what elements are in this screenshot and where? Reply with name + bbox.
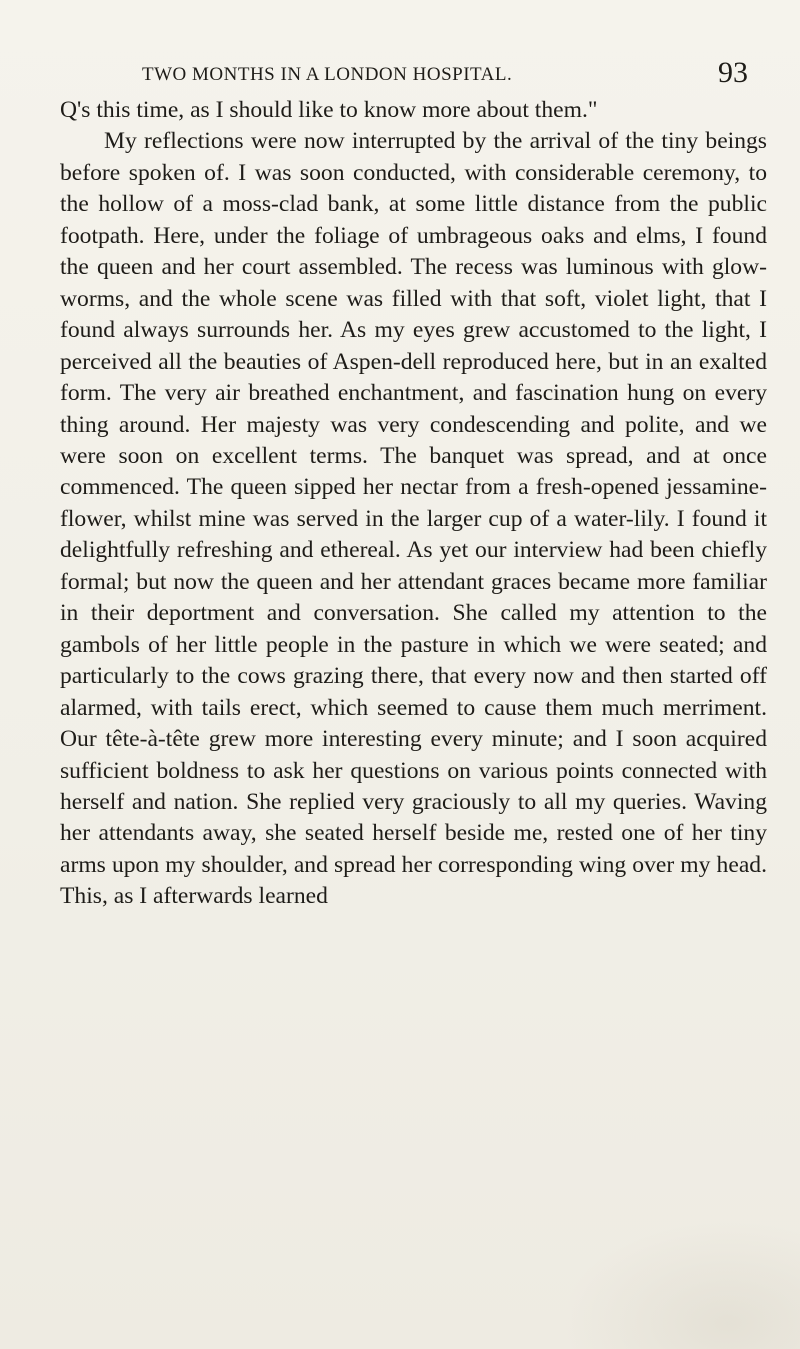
paragraph-continuation: Q's this time, as I should like to know more about them." [60,97,598,123]
paragraph-reflections: My reflections were now interrupted by the arrival of the tiny beings before spoken of. I was soon conducted, with considerable ceremony, to the hollow of a moss-clad bank, at some little distance from the public footpath. Here, under the foliage of umbrageous oaks and elms, I found the queen and her court assembled. The recess was luminous with glow-worms, and the whole scene was filled with that soft, violet light, that I found always surrounds her. As my eyes grew accustomed to the light, I perceived all the beauties of Aspen-dell reproduced here, but in an exalted form. The very air breathed enchantment, and fascination hung on every thing around. Her majesty was very condescending and polite, and we were soon on excellent terms. The banquet was spread, and at once commenced. The queen sipped her nectar from a fresh-opened jessamine-flower, whilst mine was served in the larger cup of a water-lily. I found it delightfully refreshing and ethereal. As yet our interview had been chiefly formal; but now the queen and her attendant graces became more familiar in their deportment and conversation. She called my attention to the gambols of her little people in the pasture in which we were seated; and particularly to the cows grazing there, that every now and then started off alarmed, with tails erect, which seemed to cause them much merriment. Our tête-à-tête grew more interesting every minute; and I soon acquired sufficient boldness to ask her questions on various points connected with herself and nation. She replied very graciously to all my queries. Waving her attendants away, she seated herself beside me, rested one of her tiny arms upon my shoulder, and spread her corresponding wing over my head. This, as I afterwards learned [60,128,767,910]
paper-texture [560,1220,800,1349]
body-text [60,95,767,913]
running-head [60,58,760,94]
running-title: TWO MONTHS IN A LONDON HOSPITAL. [142,64,513,85]
page-number: 93 [718,56,748,89]
